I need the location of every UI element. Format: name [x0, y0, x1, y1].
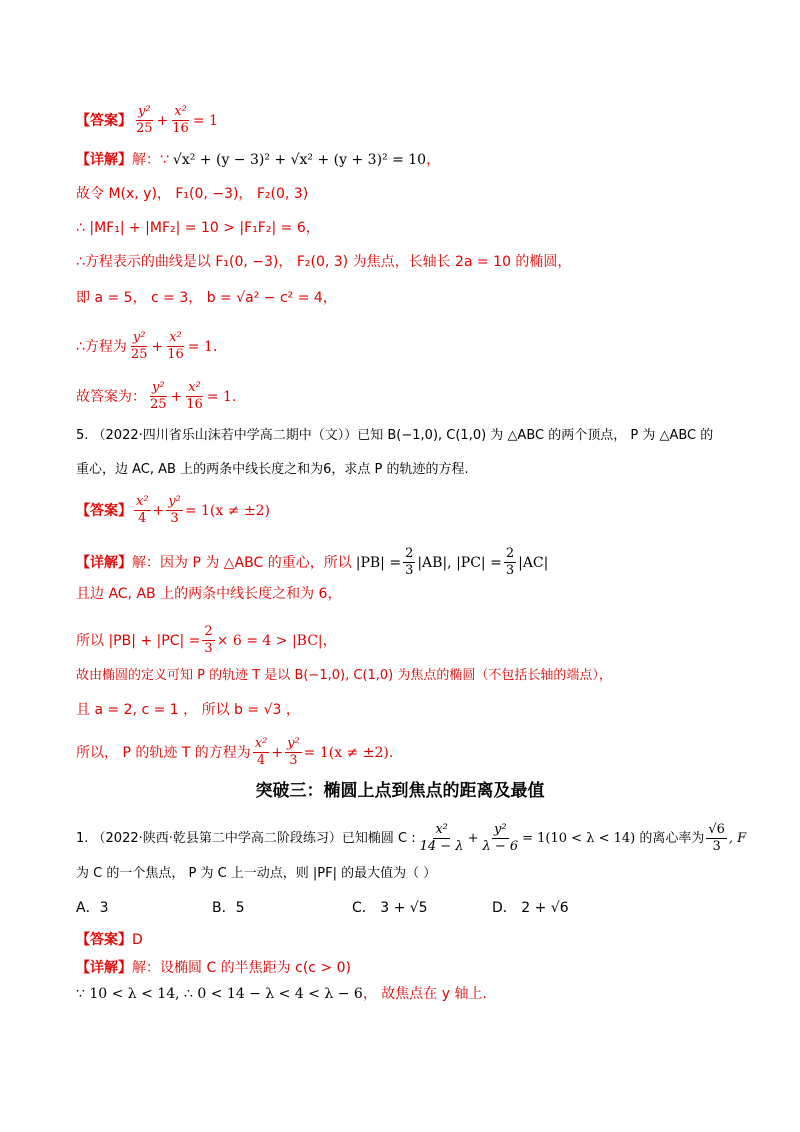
q4-detail-line7: 故答案为： $\frac{\text{y²}}{25}$ + $\frac{\text{x²}}{16}$ = 1. [76, 380, 237, 412]
option-d[interactable]: D． 2 + √6 [492, 900, 569, 916]
fraction: $\frac{\text{x²}}{14 - \lambda}$ [419, 822, 464, 854]
answer-tag: 【答案】 [76, 112, 132, 129]
q4-detail-line1: 【详解】 解：∵ √x² + (y − 3)² + √x² + (y + 3)² = 10 ， [76, 152, 441, 168]
q1-question-line2: 为 C 的一个焦点， P 为 C 上一动点，则 |PF| 的最大值为（ ） [76, 866, 437, 881]
q4-detail-line3: ∴ |MF₁| + |MF₂| = 10 > |F₁F₂| = 6， [76, 220, 320, 236]
detail-tag: 【详解】 [76, 152, 132, 168]
q1-detail-line1: 【详解】 解：设椭圆 C 的半焦距为 c(c > 0) [76, 960, 351, 976]
q5-detail-line2: 且边 AC, AB 上的两条中线长度之和为 6， [76, 586, 342, 602]
fraction: $\frac{\text{x²}}{16}$ [167, 330, 184, 362]
q1-question-line1: 1. （2022·陕西·乾县第二中学高二阶段练习）已知椭圆 C : $\frac{\text{x²}}{14 - \lambda}$ + $\frac{\text{y²}}{\lambda - 6}$ = 1(10 < λ < 14) 的离心率为 $\frac{√6}{3}$ , F [76, 822, 747, 854]
q5-detail-line5: 且 a = 2, c = 1 ， 所以 b = √3 ， [76, 702, 300, 718]
detail-tag: 【详解】 [76, 554, 132, 571]
q1-detail-line2: ∵ 10 < λ < 14, ∴ 0 < 14 − λ < 4 < λ − 6 ， 故焦点在 y 轴上. [76, 986, 487, 1002]
q4-answer-line: 【答案】 $\frac{\text{y²}}{25}$ + $\frac{\text{x²}}{16}$ = 1 [76, 104, 218, 136]
q5-question-line2: 重心，边 AC, AB 上的两条中线长度之和为6，求点 P 的轨迹的方程. [76, 462, 469, 477]
fraction: $\frac{\text{x²}}{16}$ [186, 380, 203, 412]
q5-answer-line: 【答案】 $\frac{\text{x²}}{4}$ + $\frac{\text{y²}}{3}$ = 1(x ≠ ±2) [76, 494, 271, 526]
fraction: $\frac{\text{y²}}{25}$ [130, 330, 148, 362]
fraction: $\frac{\text{y²}}{25}$ [150, 380, 167, 412]
fraction: $\frac{2}{3}$ [405, 546, 414, 578]
fraction: $\frac{\text{y²}}{\lambda - 6}$ [482, 822, 519, 854]
q1-answer-line [76, 930, 143, 950]
answer-tag: 【答案】 [76, 932, 132, 948]
q4-detail-line4: ∴方程表示的曲线是以 F₁(0, −3)， F₂(0, 3) 为焦点，长轴长 2a = 10 的椭圆， [76, 254, 572, 270]
detail-tag: 【详解】 [76, 960, 132, 976]
q4-detail-line5: 即 a = 5， c = 3， b = √a² − c² = 4， [76, 290, 337, 306]
fraction: $\frac{√6}{3}$ [708, 822, 725, 854]
fraction: $\frac{\text{y²}}{25}$ [136, 104, 153, 136]
fraction: $\frac{\text{y²}}{3}$ [287, 736, 300, 768]
option-b[interactable]: B．5 [212, 900, 245, 916]
fraction: $\frac{\text{x²}}{16}$ [172, 104, 189, 136]
q5-detail-line3: 所以 |PB| + |PC| = $\frac{2}{3}$ × 6 = 4 > |BC|， [76, 624, 337, 656]
fraction: $\frac{2}{3}$ [204, 624, 213, 656]
answer-value: D [132, 932, 143, 948]
q4-detail-line6: ∴方程为 $\frac{\text{y²}}{25}$ + $\frac{\text{x²}}{16}$ = 1. [76, 330, 218, 362]
fraction: $\frac{\text{y²}}{3}$ [168, 494, 181, 526]
q5-question-line1: 5. （2022·四川省乐山沫若中学高二期中（文））已知 B(−1,0), C(1,0) 为 △ABC 的两个顶点， P 为 △ABC 的 [76, 428, 714, 443]
fraction: $\frac{2}{3}$ [505, 546, 515, 578]
q5-detail-line6: 所以， P 的轨迹 T 的方程为 $\frac{\text{x²}}{4}$ + $\frac{\text{y²}}{3}$ = 1(x ≠ ±2). [76, 736, 394, 768]
fraction: $\frac{\text{x²}}{4}$ [254, 736, 268, 768]
q4-detail-line2: 故令 M(x, y)， F₁(0, −3)， F₂(0, 3) [76, 186, 309, 202]
option-a[interactable]: A．3 [76, 900, 109, 916]
q5-detail-line4: 故由椭圆的定义可知 P 的轨迹 T 是以 B(−1,0), C(1,0) 为焦点的椭圆（不包括长轴的端点）， [76, 668, 612, 683]
distance-formula: √x² + (y − 3)² + √x² + (y + 3)² = 10 [172, 152, 427, 168]
fraction: $\frac{\text{x²}}{4}$ [136, 494, 149, 526]
q5-detail-line1: 【详解】 解：因为 P 为 △ABC 的重心，所以 |PB| = $\frac{2}{3}$ |AB|, |PC| = $\frac{2}{3}$ |AC| [76, 546, 549, 578]
answer-tag: 【答案】 [76, 502, 132, 519]
option-c[interactable]: C． 3 + √5 [352, 900, 428, 916]
section-title: 突破三：椭圆上点到焦点的距离及最值 [255, 781, 545, 801]
